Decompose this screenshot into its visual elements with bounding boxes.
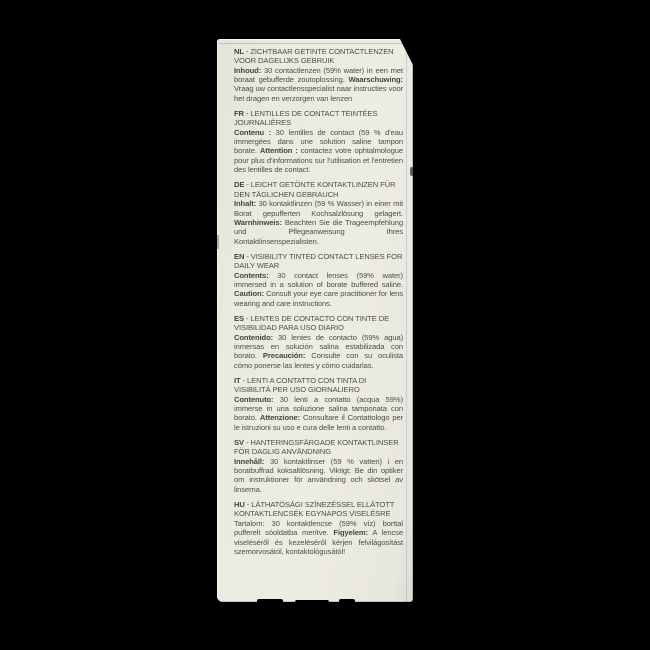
section-body-es: Contenido: 30 lentes de contacto (59% agua) inmersas en solución salina estabilizada con borato. Precaución: Consulte con su oculista cómo ponerse las lentes y cómo cuidarlas. [234,332,404,370]
language-code: HU [234,500,245,510]
section-body-nl: Inhoud: 30 contactlenzen (59% water) in een met boraat gebufferde zoutoplossing. Waarschuwing: Vraag uw contactlensspecialist naar instructies voor het dragen en verzorgen van lenzen [234,65,403,103]
box-left-edge-mark [217,235,219,249]
box-bottom-flap-shadow [295,600,329,603]
label-section-en [234,252,403,308]
language-code: DE [234,180,245,190]
box-right-fold-crease [406,39,407,602]
section-body-en: Contents: 30 contact lenses (59% water) immersed in a solution of borate buffered saline. Caution: Consult your eye care practitioner for lens wearing and care instructions. [234,270,403,308]
section-heading-fr: FR - LENTILLES DE CONTACT TEINTÉES JOURNALIÈRES [234,109,378,128]
label-section-sv [234,438,403,494]
section-heading-hu: HU - LÁTHATÓSÁGI SZÍNEZÉSSEL ELLÁTOTT KONTAKTLENCSÉK EGYNAPOS VISELÉSRE [234,500,395,519]
language-code: SV [234,438,244,448]
section-heading-it: IT - LENTI A CONTATTO CON TINTA DI VISIBILITÀ PER USO GIORNALIERO [234,376,367,395]
section-body-fr: Contenu : 30 lentilles de contact (59 % d'eau immergées dans une solution saline tampon borate. Attention : contactez votre ophtalmologue pour plus d'informations sur l'utilisation et l'entretien des lentilles de contact. [234,127,404,175]
section-heading-de: DE - LEICHT GETÖNTE KONTAKTLINZEN FÜR DEN TÄGLICHEN GEBRAUCH [234,180,396,199]
language-code: EN [234,251,245,261]
section-heading-nl: NL - ZICHTBAAR GETINTE CONTACTLENZEN VOOR DAGELIJKS GEBRUIK [234,47,394,66]
section-body-it: Contenuto: 30 lenti a contatto (acqua 59%) immerse in una soluzione salina tamponata con borato. Attenzione: Consultare il Contattologo per le istruzioni su uso e cura delle lenti a contatto. [234,394,404,432]
box-top-crease [218,43,412,44]
section-body-hu: Tartalom: 30 kontaktlencse (59% víz) borttal pufferelt sóoldatba merítve. Figyelem: A lencse viseléséről és kezeléséről kérjen felvilágosítást szemorvosától, kontaktológusától! [234,518,404,556]
label-section-es [234,314,403,370]
box-right-edge-nick [410,167,413,176]
label-section-hu [234,500,403,556]
section-body-de: Inhalt: 30 kontaktlinzen (59 % Wasser) in einer mit Borat gepufferten Kochsalzlösung gelagert. Warnhinweis: Beachten Sie die Trageempfehlung und Pflegeanweisung Ihres Kontaktlinsenspezialisten. [234,199,403,246]
section-heading-es: ES - LENTES DE CONTACTO CON TINTE DE VISIBILIDAD PARA USO DIARIO [234,313,390,333]
label-text [234,47,403,562]
language-code: ES [234,313,244,323]
box-bottom-flap-shadow [339,599,355,603]
label-section-de [234,180,403,245]
language-code: FR [234,109,244,119]
label-section-fr [234,109,403,174]
section-heading-sv: SV - HANTERINGSFÄRGADE KONTAKTLINSER FÖR DAGLIG ANVÄNDNING [234,438,399,457]
section-body-sv: Innehåll: 30 kontaktlinser (59 % vatten) i en boratbuffrad koksaltlösning. Viktigt: Be din optiker om instruktioner för användning och skötsel av linserna. [234,456,403,494]
language-code: IT [234,376,241,385]
section-heading-en: EN - VISIBILITY TINTED CONTACT LENSES FOR DAILY WEAR [234,251,403,271]
box-bottom-flap-shadow [257,599,283,603]
product-box-back-panel [217,39,413,602]
language-code: NL [234,47,244,56]
label-section-it [234,376,403,432]
label-section-nl [234,47,403,103]
